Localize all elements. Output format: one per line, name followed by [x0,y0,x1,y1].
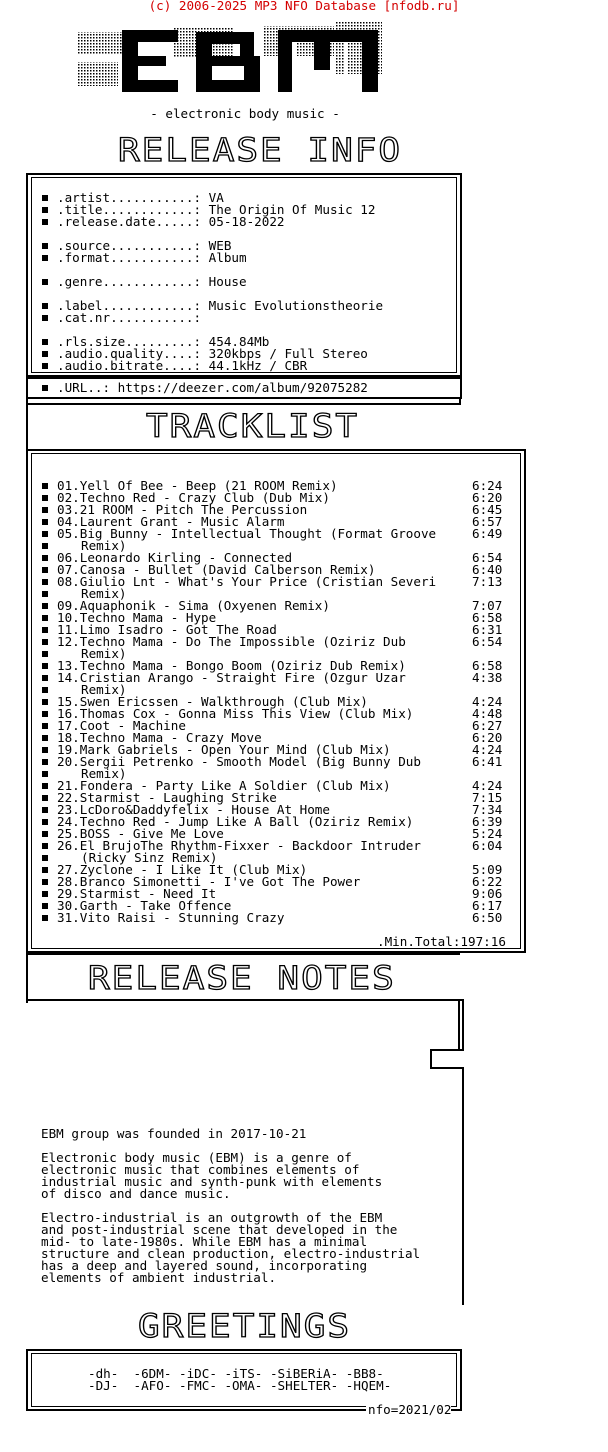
tagline: - electronic body music - [150,106,340,121]
nfo-date: nfo=2021/02 [368,1402,452,1417]
bullet-icon [42,543,48,549]
bullet-icon [42,771,48,777]
tracklist-heading: TRACKLIST [146,408,360,445]
track-item: 06.Leonardo Kirling - Connected 6:54 [42,552,57,564]
frame-top-edge [26,953,460,955]
bullet-icon [42,831,48,837]
bullet-icon [42,531,48,537]
bullet-icon [42,363,48,369]
bullet-icon [42,555,48,561]
ebm-logo [78,22,388,98]
bullet-icon [42,867,48,873]
min-total: .Min.Total:197:16 [377,934,506,949]
track-item: 18.Techno Mama - Crazy Move 6:20 [42,732,57,744]
track-item-continuation: Remix) [42,588,57,600]
greetings-heading: GREETINGS [138,1308,352,1345]
frame-stair-edge [462,999,464,1051]
track-item-continuation: Remix) [42,684,57,696]
track-item: 24.Techno Red - Jump Like A Ball (Oziriz Remix) 6:39 [42,816,57,828]
bullet-icon [42,339,48,345]
bullet-icon [42,723,48,729]
bullet-icon [42,819,48,825]
release-notes-heading: RELEASE NOTES [88,960,396,997]
bullet-icon [42,855,48,861]
release-url-link[interactable]: .URL..: https://deezer.com/album/92075282 [57,380,368,395]
track-item-continuation: Remix) [42,540,57,552]
bullet-icon [42,843,48,849]
info-row-label: .label............: Music Evolutionstheorie [42,300,383,312]
bullet-icon [42,315,48,321]
track-item-continuation: Remix) [42,768,57,780]
bullet-icon [42,711,48,717]
bullet-icon [42,735,48,741]
track-item: 14.Cristian Arango - Straight Fire (Ozgur Uzar 4:38 [42,672,57,684]
info-row-title: .title............: The Origin Of Music 12 [42,204,375,216]
info-row-cat-nr: .cat.nr...........: [42,312,209,324]
track-item: 28.Branco Simonetti - I've Got The Power 6:22 [42,876,57,888]
bullet-icon [42,651,48,657]
track-item: 17.Coot - Machine 6:27 [42,720,57,732]
bullet-icon [42,783,48,789]
track-item: 15.Swen Ericssen - Walkthrough (Club Mix) 4:24 [42,696,57,708]
bullet-icon [42,663,48,669]
track-item: 10.Techno Mama - Hype 6:58 [42,612,57,624]
info-row-genre: .genre............: House [42,276,247,288]
frame-stair-edge [430,1049,432,1069]
info-row-release-date: .release.date.....: 05-18-2022 [42,216,284,228]
bullet-icon [42,591,48,597]
track-item: 02.Techno Red - Crazy Club (Dub Mix) 6:20 [42,492,57,504]
bullet-icon [42,615,48,621]
bullet-icon [42,807,48,813]
bullet-icon [42,759,48,765]
track-item: 29.Starmist - Need It 9:06 [42,888,57,900]
frame-right-edge [462,1067,464,1305]
bullet-icon [42,255,48,261]
bullet-icon [42,303,48,309]
frame-bottom-edge [26,999,462,1001]
track-item: 27.Zyclone - I Like It (Club Mix) 5:09 [42,864,57,876]
frame-stair-edge [430,1067,464,1069]
track-item: 03.21 ROOM - Pitch The Percussion 6:45 [42,504,57,516]
bullet-icon [42,627,48,633]
track-item: 19.Mark Gabriels - Open Your Mind (Club Mix) 4:24 [42,744,57,756]
frame-stair-edge [430,1049,464,1051]
frame-left-edge [26,399,28,449]
bullet-icon [42,567,48,573]
track-item: 08.Giulio Lnt - What's Your Price (Cristian Severi 7:13 [42,576,57,588]
release-notes-text: EBM group was founded in 2017-10-21 Electronic body music (EBM) is a genre of electronic music that combines elements of industrial music and synth-punk with elements of disco and dance music. Electro-industrial is an outgrowth of the EBM and post-industrial scene that developed in the mid- to late-1980s. While EBM has a minimal structure and clean production, electro-industrial has a deep and layered sound, incorporating elements of ambient industrial. [41,1126,421,1285]
track-item: 13.Techno Mama - Bongo Boom (Oziriz Dub Remix) 6:58 [42,660,57,672]
track-item-continuation: (Ricky Sinz Remix) [42,852,57,864]
info-row-format: .format...........: Album [42,252,247,264]
track-item: 31.Vito Raisi - Stunning Crazy 6:50 [42,912,57,924]
track-item: 05.Big Bunny - Intellectual Thought (Format Groove 6:49 [42,528,57,540]
info-row-rls-size: .rls.size.........: 454.84Mb [42,336,269,348]
bullet-icon [42,579,48,585]
frame-left-edge [26,953,28,1003]
track-item: 16.Thomas Cox - Gonna Miss This View (Club Mix) 4:48 [42,708,57,720]
bullet-icon [42,207,48,213]
track-item: 26.El BrujoThe Rhythm-Fixxer - Backdoor Intruder 6:04 [42,840,57,852]
track-item: 22.Starmist - Laughing Strike 7:15 [42,792,57,804]
bullet-icon [42,195,48,201]
bullet-icon [42,639,48,645]
track-item-continuation: Remix) [42,648,57,660]
frame-top-edge [26,403,460,405]
bullet-icon [42,879,48,885]
track-item: 07.Canosa - Bullet (David Calberson Remix) 6:40 [42,564,57,576]
bullet-icon [42,279,48,285]
bullet-icon [42,675,48,681]
info-row-audio-quality: .audio.quality....: 320kbps / Full Stereo [42,348,368,360]
track-item: 04.Laurent Grant - Music Alarm 6:57 [42,516,57,528]
bullet-icon [42,519,48,525]
release-info-heading: RELEASE INFO [118,132,403,169]
greetings-list: -dh- -6DM- -iDC- -iTS- -SiBERiA- -BB8- -DJ- -AFO- -FMC- -OMA- -SHELTER- -HQEM- [88,1366,392,1393]
bullet-icon [42,915,48,921]
bullet-icon [42,495,48,501]
bullet-icon [42,747,48,753]
info-row-artist: .artist...........: VA [42,192,224,204]
bullet-icon [42,243,48,249]
track-item: 12.Techno Mama - Do The Impossible (Oziriz Dub 6:54 [42,636,57,648]
bullet-icon [42,351,48,357]
copyright-line: (c) 2006-2025 MP3 NFO Database [nfodb.ru] [148,0,460,13]
track-item: 21.Fondera - Party Like A Soldier (Club Mix) 4:24 [42,780,57,792]
track-item: 01.Yell Of Bee - Beep (21 ROOM Remix) 6:24 [42,480,57,492]
track-item: 23.LcDoro&Daddyfelix - House At Home 7:34 [42,804,57,816]
track-item: 09.Aquaphonik - Sima (Oxyenen Remix) 7:07 [42,600,57,612]
bullet-icon [42,699,48,705]
bullet-icon [42,507,48,513]
bullet-icon [42,219,48,225]
info-row-source: .source...........: WEB [42,240,231,252]
bullet-icon [42,903,48,909]
track-item: 30.Garth - Take Offence 6:17 [42,900,57,912]
frame-stair-edge [458,999,460,1051]
url-row [42,382,368,394]
bullet-icon [42,795,48,801]
bullet-icon [42,687,48,693]
track-item: 11.Limo Isadro - Got The Road 6:31 [42,624,57,636]
info-row-audio-bitrate: .audio.bitrate....: 44.1kHz / CBR [42,360,307,372]
bullet-icon [42,385,48,391]
track-item: 20.Sergii Petrenko - Smooth Model (Big Bunny Dub 6:41 [42,756,57,768]
bullet-icon [42,603,48,609]
track-item: 25.BOSS - Give Me Love 5:24 [42,828,57,840]
bullet-icon [42,483,48,489]
bullet-icon [42,891,48,897]
